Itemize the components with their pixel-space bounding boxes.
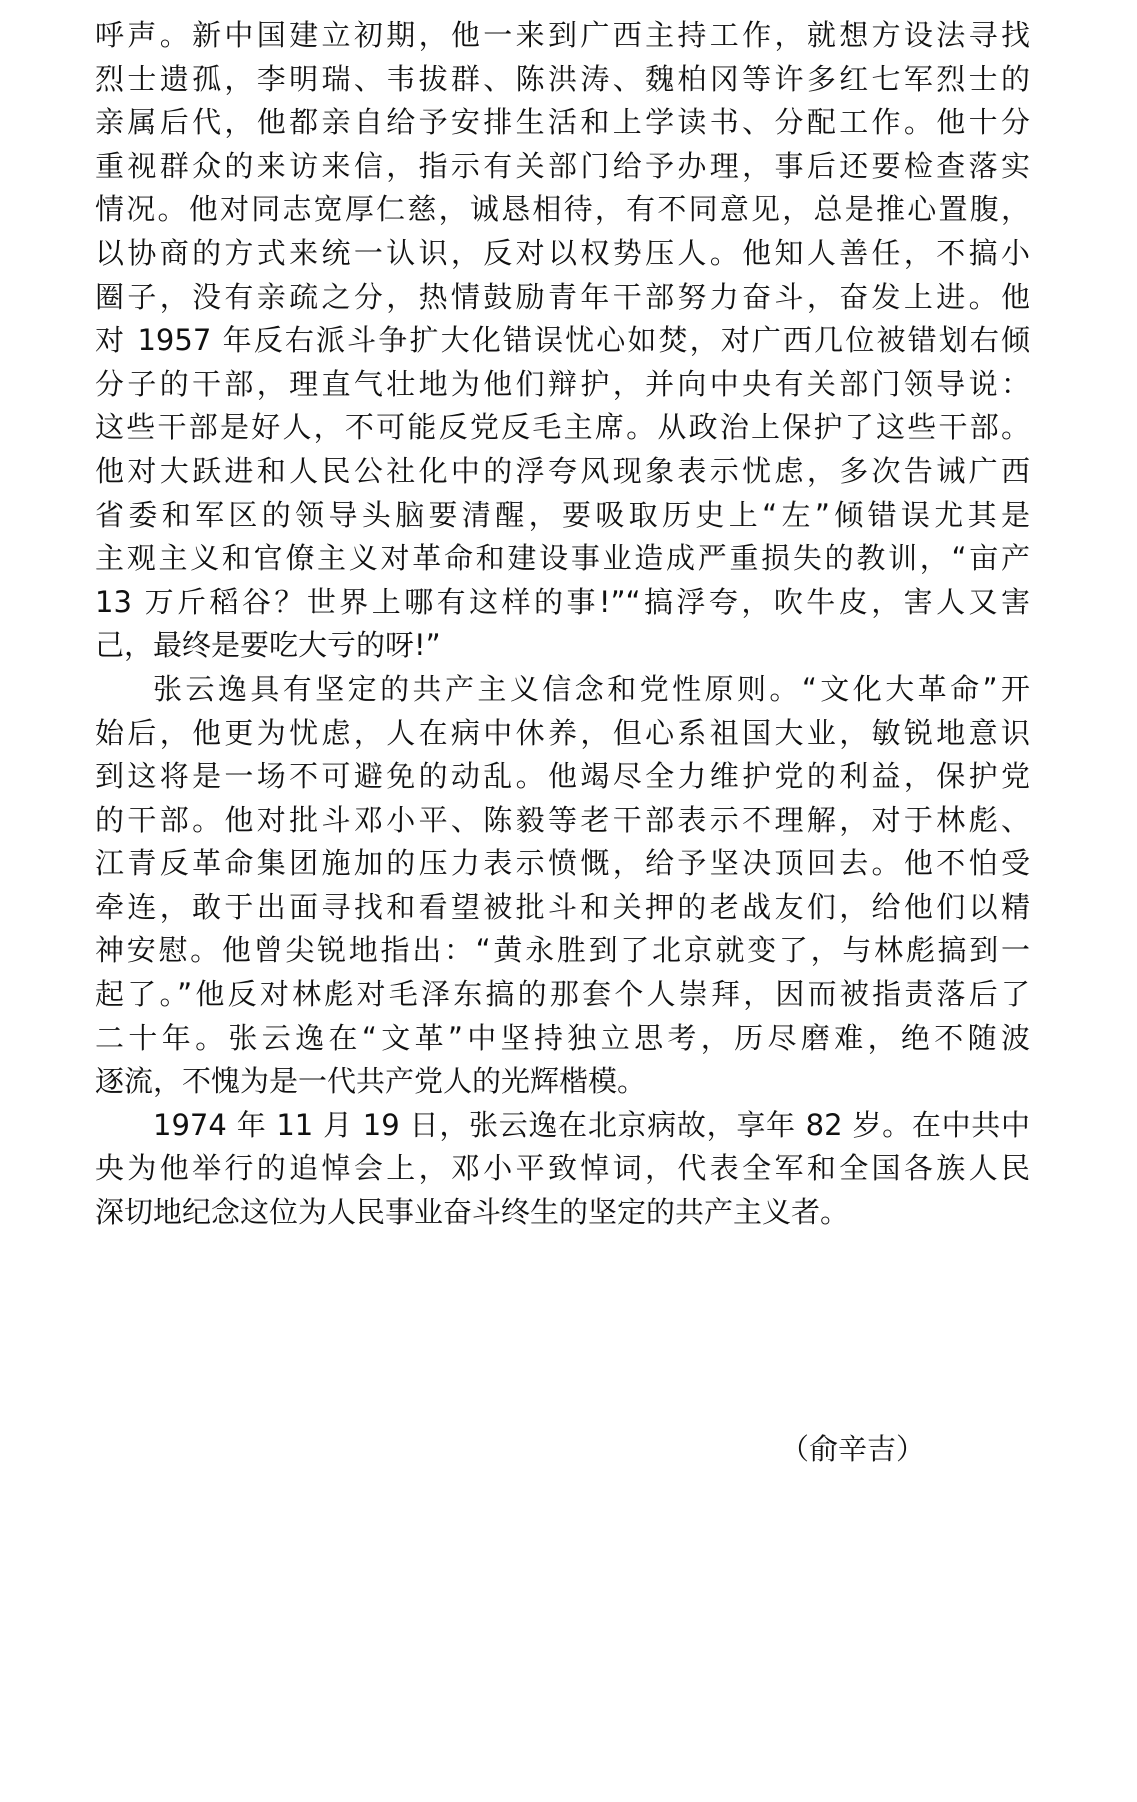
text-line: 己，最终是要吃大亏的呀!” [95,628,441,663]
text-line: 圈子，没有亲疏之分，热情鼓励青年干部努力奋斗，奋发上进。他 [95,279,1030,314]
text-line: 逐流，不愧为是一代共产党人的光辉楷模。 [95,1064,647,1099]
text-line: 烈士遗孤，李明瑞、韦拔群、陈洪涛、魏柏冈等许多红七军烈士的 [95,61,1030,96]
text-line: 分子的干部，理直气壮地为他们辩护，并向中央有关部门领导说： [95,366,1030,401]
author-signature: （俞辛吉） [780,1432,926,1466]
paragraph [95,668,1030,1104]
text-line: 到这将是一场不可避免的动乱。他竭尽全力维护党的利益，保护党 [95,759,1030,794]
text-line: 对 1957 年反右派斗争扩大化错误忧心如焚，对广西几位被错划右倾 [95,323,1030,358]
text-line: 的干部。他对批斗邓小平、陈毅等老干部表示不理解，对于林彪、 [95,802,1030,837]
text-line: 主观主义和官僚主义对革命和建设事业造成严重损失的教训，“亩产 [95,541,1030,576]
text-line: 省委和军区的领导头脑要清醒，要吸取历史上“左”倾错误尤其是 [95,497,1030,532]
text-line: 牵连，敢于出面寻找和看望被批斗和关押的老战友们，给他们以精 [95,889,1030,924]
text-line: 情况。他对同志宽厚仁慈，诚恳相待，有不同意见，总是推心置腹， [95,192,1030,227]
text-line: 亲属后代，他都亲自给予安排生活和上学读书、分配工作。他十分 [95,105,1030,140]
text-line: 这些干部是好人，不可能反党反毛主席。从政治上保护了这些干部。 [95,410,1030,445]
text-line: 起了。”他反对林彪对毛泽东搞的那套个人崇拜，因而被指责落后了 [95,977,1030,1012]
text-line: 张云逸具有坚定的共产主义信念和党性原则。“文化大革命”开 [153,671,1030,706]
text-line: 始后，他更为忧虑，人在病中休养，但心系祖国大业，敏锐地意识 [95,715,1030,750]
text-line: 江青反革命集团施加的压力表示愤慨，给予坚决顶回去。他不怕受 [95,846,1030,881]
text-line: 深切地纪念这位为人民事业奋斗终生的坚定的共产主义者。 [95,1195,850,1230]
paragraph [95,1104,1030,1235]
text-line: 央为他举行的追悼会上，邓小平致悼词，代表全军和全国各族人民 [95,1151,1030,1186]
text-line: 以协商的方式来统一认识，反对以权势压人。他知人善任，不搞小 [95,235,1030,270]
text-line: 他对大跃进和人民公社化中的浮夸风现象表示忧虑，多次告诫广西 [95,453,1030,488]
text-line: 二十年。张云逸在“文革”中坚持独立思考，历尽磨难，绝不随波 [95,1020,1030,1055]
text-line: 重视群众的来访来信，指示有关部门给予办理，事后还要检查落实 [95,148,1030,183]
text-line: 神安慰。他曾尖锐地指出：“黄永胜到了北京就变了，与林彪搞到一 [95,933,1030,968]
text-line: 13 万斤稻谷？世界上哪有这样的事!”“搞浮夸，吹牛皮，害人又害 [95,584,1030,619]
text-line: 1974 年 11 月 19 日，张云逸在北京病故，享年 82 岁。在中共中 [153,1107,1030,1142]
paragraph [95,14,1030,668]
article-body [95,14,1030,1235]
text-line: 呼声。新中国建立初期，他一来到广西主持工作，就想方设法寻找 [95,18,1030,52]
